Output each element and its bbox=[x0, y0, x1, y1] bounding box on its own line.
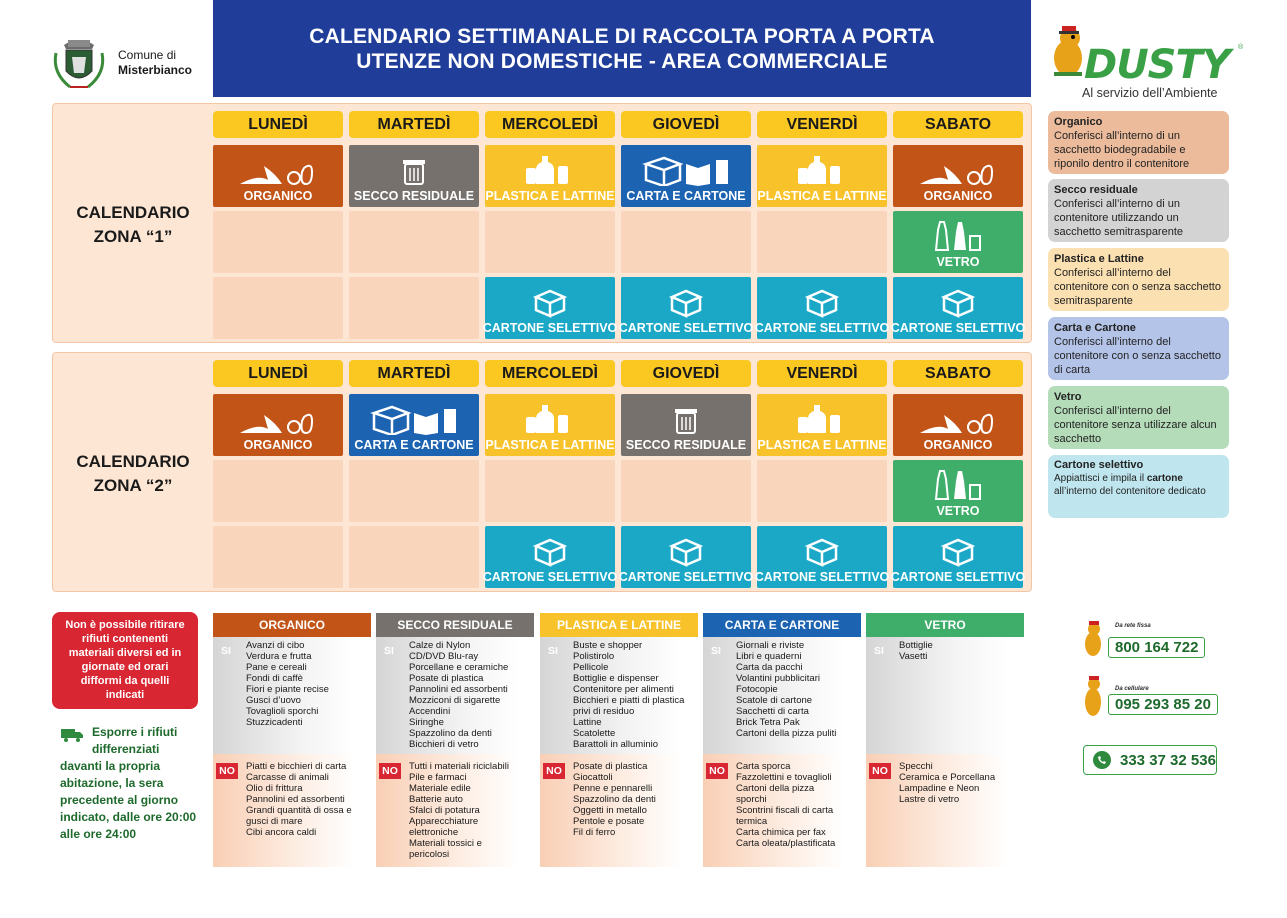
brand-registered-mark: ® bbox=[1238, 44, 1244, 51]
zone-2-wednesday-empty bbox=[485, 460, 615, 522]
legend-text: Conferisci all’interno di un sacchetto biodegradabile e riponilo dentro il contenitore bbox=[1054, 130, 1190, 170]
zone-2-monday-empty bbox=[213, 460, 343, 522]
zone-2-thursday-secco bbox=[621, 394, 751, 456]
cell-label: PLASTICA E LATTINE bbox=[757, 189, 887, 203]
cell-label: CARTONE SELETTIVO bbox=[890, 570, 1026, 584]
yes-tag: SI bbox=[548, 645, 558, 657]
yes-tag: SI bbox=[384, 645, 394, 657]
zone-2-thursday-cartone-selettivo bbox=[618, 526, 754, 588]
zone-2-saturday-cartone-selettivo bbox=[890, 526, 1026, 588]
allowed-area bbox=[866, 637, 1024, 764]
zone-1-thursday-cartone-selettivo bbox=[618, 277, 754, 339]
paper-box-icon bbox=[636, 154, 736, 186]
zone-2-label bbox=[53, 450, 213, 498]
day-saturday: SABATO bbox=[893, 360, 1023, 387]
legend-title: Plastica e Lattine bbox=[1054, 253, 1144, 265]
column-plastica bbox=[540, 613, 698, 867]
zone-1-wednesday-plastica bbox=[485, 145, 615, 207]
no-tag: NO bbox=[869, 763, 891, 779]
day-monday: LUNEDÌ bbox=[213, 360, 343, 387]
day-friday: VENERDÌ bbox=[757, 360, 887, 387]
municipality-block bbox=[50, 33, 192, 93]
legend-title: Organico bbox=[1054, 116, 1103, 128]
truck-icon bbox=[60, 727, 84, 743]
yes-tag: SI bbox=[874, 645, 884, 657]
title-line2: UTENZE NON DOMESTICHE - AREA COMMERCIALE bbox=[356, 49, 888, 73]
allowed-list: Buste e shopper Polistirolo Pellicole Bottiglie e dispenser Contenitore per alimenti Bicchieri e piatti di plastica privi di residuo Lattine Scatolette Barattoli in alluminio bbox=[573, 640, 685, 750]
landline-label: Da rete fissa bbox=[1115, 623, 1151, 629]
column-organico bbox=[213, 613, 371, 867]
food-waste-icon bbox=[238, 156, 318, 186]
cell-label: CARTA E CARTONE bbox=[626, 189, 746, 203]
warning-box: Non è possibile ritirare rifiuti contenenti materiali diversi ed in giornate ed orari difformi da quelli indicati bbox=[52, 612, 198, 709]
plastic-bottles-icon bbox=[792, 152, 852, 186]
plastic-bottles-icon bbox=[520, 152, 580, 186]
legend-title: Cartone selettivo bbox=[1054, 459, 1144, 471]
day-friday: VENERDÌ bbox=[757, 111, 887, 138]
zone-2-monday-empty bbox=[213, 526, 343, 588]
zone-1-tuesday-secco bbox=[349, 145, 479, 207]
zone-1-monday-empty bbox=[213, 211, 343, 273]
cell-label: CARTONE SELETTIVO bbox=[890, 321, 1026, 335]
zone-2-friday-cartone-selettivo bbox=[754, 526, 890, 588]
no-tag: NO bbox=[216, 763, 238, 779]
food-waste-icon bbox=[918, 156, 998, 186]
cell-label: SECCO RESIDUALE bbox=[625, 438, 747, 452]
day-tuesday: MARTEDÌ bbox=[349, 111, 479, 138]
cardboard-box-icon bbox=[804, 537, 840, 567]
column-header: SECCO RESIDUALE bbox=[376, 613, 534, 637]
brand-tagline: Al servizio dell’Ambiente bbox=[1082, 86, 1218, 100]
legend-title: Secco residuale bbox=[1054, 184, 1138, 196]
legend-text-bold: cartone bbox=[1146, 473, 1183, 484]
zone-1-tuesday-empty bbox=[349, 277, 479, 339]
zone-1-label-line2: ZONA “1” bbox=[93, 227, 173, 246]
exposure-note bbox=[60, 724, 205, 843]
exposure-note-first: Esporre i rifiuti differenziati bbox=[92, 725, 178, 756]
zone-2-label-line1: CALENDARIO bbox=[76, 452, 190, 471]
cell-label: CARTA E CARTONE bbox=[354, 438, 474, 452]
mobile-contact bbox=[1080, 674, 1210, 724]
cell-label: CARTONE SELETTIVO bbox=[618, 570, 754, 584]
allowed-list: Giornali e riviste Libri e quaderni Carta da pacchi Volantini pubblicitari Fotocopie Scatole di cartone Sacchetti di carta Brick Tetra Pak Cartoni della pizza puliti bbox=[736, 640, 837, 739]
legend-text: Conferisci all’interno del contenitore con o senza sacchetto semitrasparente bbox=[1054, 267, 1221, 307]
cardboard-box-icon bbox=[532, 537, 568, 567]
cell-label: CARTONE SELETTIVO bbox=[754, 321, 890, 335]
food-waste-icon bbox=[238, 405, 318, 435]
whatsapp-icon bbox=[1092, 750, 1112, 770]
legend-carta bbox=[1048, 317, 1229, 380]
zone-2-saturday-vetro bbox=[893, 460, 1023, 522]
cell-label: ORGANICO bbox=[243, 189, 313, 203]
cell-label: ORGANICO bbox=[243, 438, 313, 452]
landline-number[interactable]: 800 164 722 bbox=[1108, 637, 1205, 658]
glass-bottles-icon bbox=[928, 467, 988, 501]
legend-text: Conferisci all’interno di un contenitore utilizzando un sacchetto semitrasparente bbox=[1054, 198, 1184, 238]
trash-bin-icon bbox=[399, 156, 429, 186]
cell-label: CARTONE SELETTIVO bbox=[482, 321, 618, 335]
zone-2-panel bbox=[52, 352, 1032, 592]
zone-2-friday-empty bbox=[757, 460, 887, 522]
no-tag: NO bbox=[379, 763, 401, 779]
paper-box-icon bbox=[364, 403, 464, 435]
day-wednesday: MERCOLEDÌ bbox=[485, 360, 615, 387]
cell-label: VETRO bbox=[936, 504, 980, 518]
cardboard-box-icon bbox=[668, 537, 704, 567]
mascot-icon bbox=[1080, 620, 1106, 658]
zone-1-thursday-empty bbox=[621, 211, 751, 273]
food-waste-icon bbox=[918, 405, 998, 435]
forbidden-list: Piatti e bicchieri di carta Carcasse di animali Olio di frittura Pannolini ed assorbenti Grandi quantità di ossa e gusci di mare Cibi ancora caldi bbox=[246, 761, 352, 838]
day-wednesday: MERCOLEDÌ bbox=[485, 111, 615, 138]
cell-label: CARTONE SELETTIVO bbox=[482, 570, 618, 584]
day-tuesday: MARTEDÌ bbox=[349, 360, 479, 387]
municipality-line2: Misterbianco bbox=[118, 63, 193, 77]
legend-text-before: Appiattisci e impila il bbox=[1054, 473, 1147, 484]
municipality-line1: Comune di bbox=[118, 48, 177, 62]
title-line1: CALENDARIO SETTIMANALE DI RACCOLTA PORTA A PORTA bbox=[309, 24, 935, 48]
zone-2-monday-organico bbox=[213, 394, 343, 456]
zone-1-wednesday-empty bbox=[485, 211, 615, 273]
zone-1-friday-empty bbox=[757, 211, 887, 273]
zone-1-friday-plastica bbox=[757, 145, 887, 207]
title-banner bbox=[213, 0, 1031, 97]
column-vetro bbox=[866, 613, 1024, 867]
yes-tag: SI bbox=[711, 645, 721, 657]
whatsapp-number: 333 37 32 536 bbox=[1120, 751, 1216, 769]
column-header: VETRO bbox=[866, 613, 1024, 637]
brand-name: DUSTY bbox=[1084, 42, 1230, 88]
zone-1-wednesday-cartone-selettivo bbox=[482, 277, 618, 339]
column-carta bbox=[703, 613, 861, 867]
zone-1-saturday-vetro bbox=[893, 211, 1023, 273]
cell-label: PLASTICA E LATTINE bbox=[485, 189, 615, 203]
zone-1-monday-empty bbox=[213, 277, 343, 339]
plastic-bottles-icon bbox=[792, 401, 852, 435]
cell-label: SECCO RESIDUALE bbox=[353, 189, 475, 203]
zone-1-saturday-cartone-selettivo bbox=[890, 277, 1026, 339]
day-thursday: GIOVEDÌ bbox=[621, 360, 751, 387]
column-header: PLASTICA E LATTINE bbox=[540, 613, 698, 637]
zone-2-wednesday-cartone-selettivo bbox=[482, 526, 618, 588]
legend-organico bbox=[1048, 111, 1229, 174]
cell-label: CARTONE SELETTIVO bbox=[618, 321, 754, 335]
whatsapp-contact[interactable] bbox=[1083, 745, 1217, 775]
mascot-icon bbox=[1080, 674, 1106, 718]
forbidden-list: Specchi Ceramica e Porcellana Lampadine e Neon Lastre di vetro bbox=[899, 761, 996, 805]
cardboard-box-icon bbox=[940, 537, 976, 567]
day-thursday: GIOVEDÌ bbox=[621, 111, 751, 138]
zone-1-label bbox=[53, 201, 213, 249]
legend-cartone-selettivo bbox=[1048, 455, 1229, 518]
day-monday: LUNEDÌ bbox=[213, 111, 343, 138]
landline-contact bbox=[1080, 620, 1210, 664]
dusty-logo bbox=[1046, 22, 1246, 102]
zone-2-label-line2: ZONA “2” bbox=[93, 476, 173, 495]
legend-title: Vetro bbox=[1054, 391, 1082, 403]
zone-2-wednesday-plastica bbox=[485, 394, 615, 456]
forbidden-list: Carta sporca Fazzolettini e tovaglioli Cartoni della pizza sporchi Scontrini fiscali di carta termica Carta chimica per fax Carta oleata/plastificata bbox=[736, 761, 836, 849]
zone-1-label-line1: CALENDARIO bbox=[76, 203, 190, 222]
legend-plastica bbox=[1048, 248, 1229, 311]
zone-2-friday-plastica bbox=[757, 394, 887, 456]
forbidden-list: Posate di plastica Giocattoli Penne e pennarelli Spazzolino da denti Oggetti in metallo Pentole e posate Fil di ferro bbox=[573, 761, 656, 838]
legend-secco bbox=[1048, 179, 1229, 242]
allowed-list: Calze di Nylon CD/DVD Blu-ray Porcellane e ceramiche Posate di plastica Pannolini ed assorbenti Mozziconi di sigarette Accendini Siringhe Spazzolino da denti Bicchieri di vetro bbox=[409, 640, 509, 750]
day-saturday: SABATO bbox=[893, 111, 1023, 138]
legend-vetro bbox=[1048, 386, 1229, 449]
column-header: ORGANICO bbox=[213, 613, 371, 637]
cardboard-box-icon bbox=[940, 288, 976, 318]
plastic-bottles-icon bbox=[520, 401, 580, 435]
allowed-list: Bottiglie Vasetti bbox=[899, 640, 933, 662]
legend-text: Conferisci all’interno del contenitore senza utilizzare alcun sacchetto bbox=[1054, 405, 1217, 445]
zone-2-saturday-organico bbox=[893, 394, 1023, 456]
cell-label: CARTONE SELETTIVO bbox=[754, 570, 890, 584]
zone-2-tuesday-carta bbox=[349, 394, 479, 456]
zone-1-friday-cartone-selettivo bbox=[754, 277, 890, 339]
zone-1-monday-organico bbox=[213, 145, 343, 207]
cell-label: ORGANICO bbox=[923, 438, 993, 452]
trash-bin-icon bbox=[671, 405, 701, 435]
column-header: CARTA E CARTONE bbox=[703, 613, 861, 637]
column-secco bbox=[376, 613, 534, 867]
no-tag: NO bbox=[543, 763, 565, 779]
mobile-number[interactable]: 095 293 85 20 bbox=[1108, 694, 1218, 715]
cell-label: PLASTICA E LATTINE bbox=[757, 438, 887, 452]
municipality-name bbox=[118, 48, 192, 78]
no-tag: NO bbox=[706, 763, 728, 779]
cell-label: PLASTICA E LATTINE bbox=[485, 438, 615, 452]
zone-1-tuesday-empty bbox=[349, 211, 479, 273]
glass-bottles-icon bbox=[928, 218, 988, 252]
cardboard-box-icon bbox=[668, 288, 704, 318]
zone-2-tuesday-empty bbox=[349, 526, 479, 588]
legend-text-after: all’interno del contenitore dedicato bbox=[1054, 486, 1206, 497]
cell-label: VETRO bbox=[936, 255, 980, 269]
cell-label: ORGANICO bbox=[923, 189, 993, 203]
zone-1-thursday-carta bbox=[621, 145, 751, 207]
legend-title: Carta e Cartone bbox=[1054, 322, 1136, 334]
yes-tag: SI bbox=[221, 645, 231, 657]
exposure-note-rest: davanti la propria abitazione, la sera precedente al giorno indicato, dalle ore 20:00 alle ore 24:00 bbox=[60, 759, 197, 841]
zone-1-saturday-organico bbox=[893, 145, 1023, 207]
mobile-label: Da cellulare bbox=[1115, 686, 1149, 692]
zone-2-tuesday-empty bbox=[349, 460, 479, 522]
forbidden-list: Tutti i materiali riciclabili Pile e farmaci Materiale edile Batterie auto Sfalci di potatura Apparecchiature elettroniche Materiali tossici e pericolosi bbox=[409, 761, 509, 860]
legend-text: Conferisci all’interno del contenitore con o senza sacchetto di carta bbox=[1054, 336, 1221, 376]
cardboard-box-icon bbox=[804, 288, 840, 318]
cardboard-box-icon bbox=[532, 288, 568, 318]
allowed-list: Avanzi di cibo Verdura e frutta Pane e cereali Fondi di caffè Fiori e piante recise Gusci d’uovo Tovaglioli sporchi Stuzzicadenti bbox=[246, 640, 329, 728]
zone-1-panel bbox=[52, 103, 1032, 343]
coat-of-arms-icon bbox=[50, 33, 108, 93]
zone-2-thursday-empty bbox=[621, 460, 751, 522]
